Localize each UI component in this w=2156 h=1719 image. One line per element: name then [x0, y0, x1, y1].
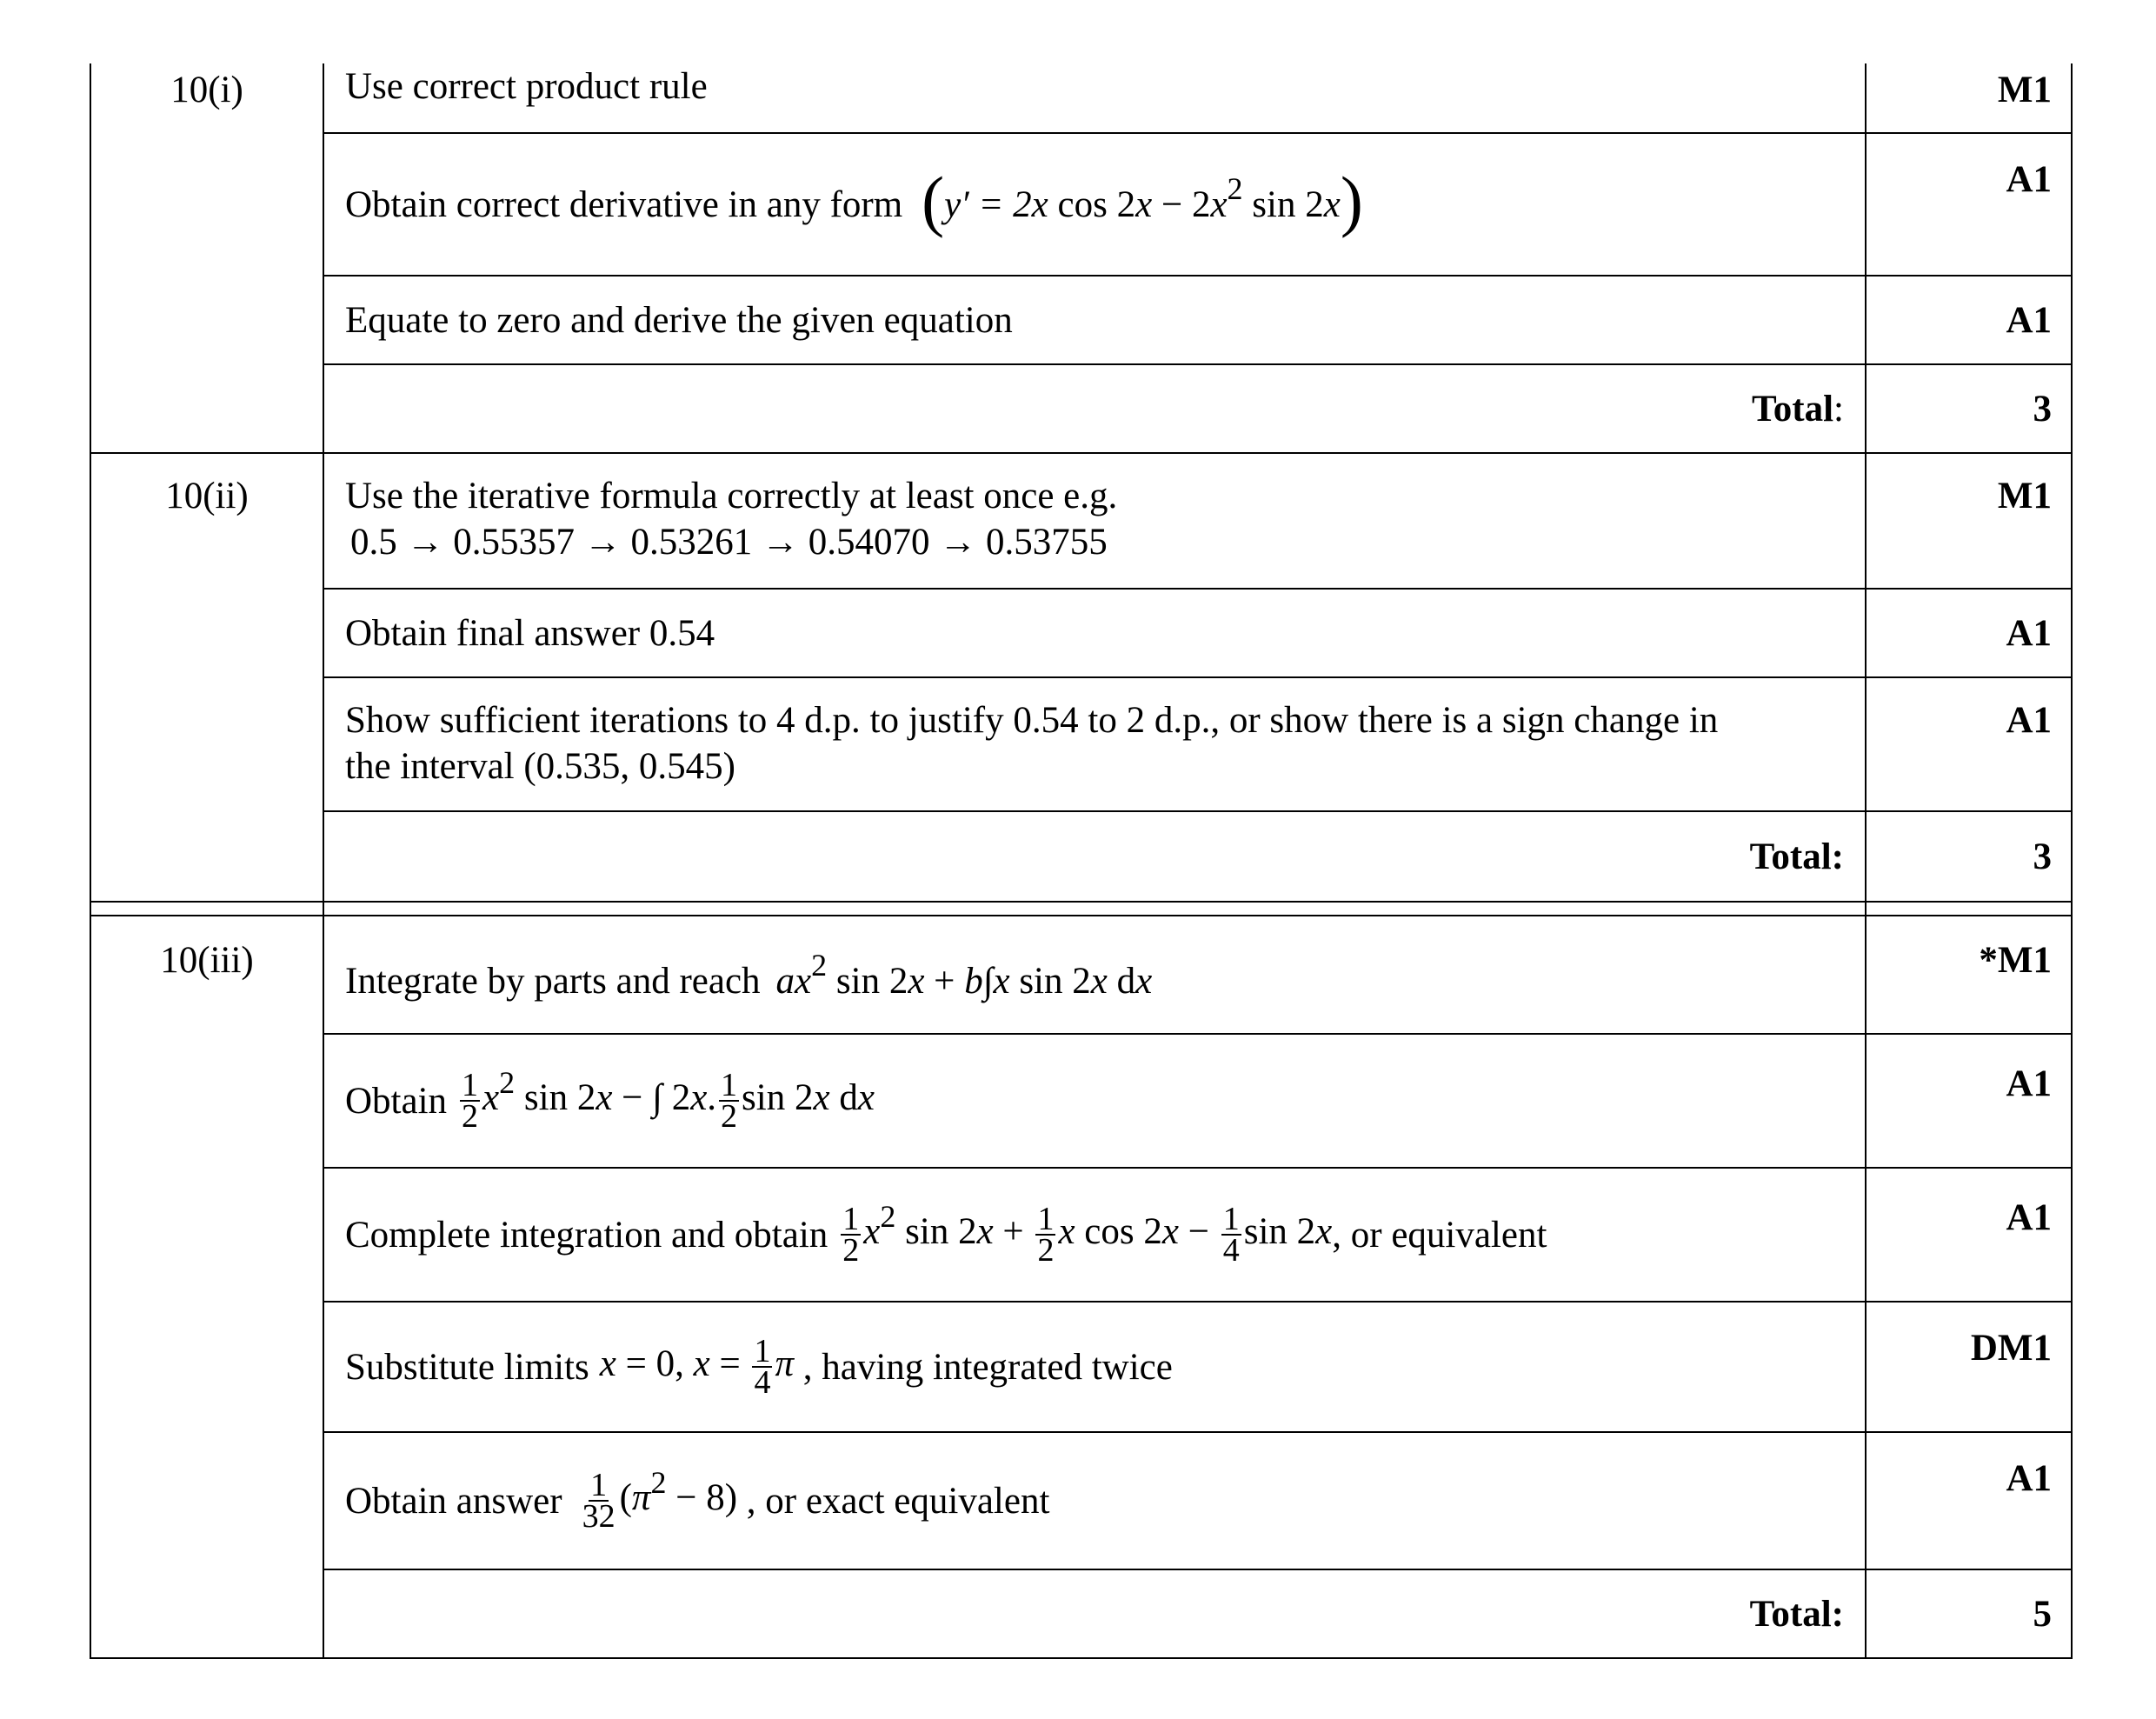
mark-code: M1 [1866, 453, 2072, 589]
table-row [90, 133, 2072, 276]
criterion-text [323, 1034, 1866, 1168]
section-separator [90, 902, 2072, 916]
criterion-text [323, 453, 1866, 589]
table-row [90, 1432, 2072, 1569]
criterion-label: Obtain [345, 1080, 448, 1122]
iteration-sequence: 0.5 → 0.55357 → 0.53261 → 0.54070 → 0.53755 [350, 522, 1108, 563]
criterion-label: Equate to zero and derive the given equation [345, 299, 1013, 341]
question-number: 10(ii) [90, 453, 323, 902]
criterion-text [323, 63, 1866, 133]
criterion-label: Obtain correct derivative in any form [345, 183, 903, 225]
table-row [90, 589, 2072, 677]
total-value: 5 [1866, 1569, 2072, 1658]
table-row [90, 1034, 2072, 1168]
criterion-label: Complete integration and obtain [345, 1214, 828, 1256]
antiderivative-expression: $\frac{1}{2}$ $x^2$ sin 2x + $\frac{1}{2}$ x cos 2x − $\frac{1}{4}$ sin 2x [842, 1198, 1333, 1269]
criterion-label: Show sufficient iterations to 4 d.p. to justify 0.54 to 2 d.p., or show there is a sign change in [345, 700, 1719, 741]
criterion-text [323, 133, 1866, 276]
criterion-suffix: , or equivalent [1332, 1214, 1547, 1256]
table-row [90, 916, 2072, 1034]
criterion-text [323, 1168, 1866, 1302]
mark-code: A1 [1866, 1034, 2072, 1168]
integral-expression: $ax^2$ sin 2x + b∫x sin 2x dx [775, 948, 1153, 1002]
total-row [90, 364, 2072, 453]
mark-code: M1 [1866, 63, 2072, 133]
criterion-label: Integrate by parts and reach [345, 960, 761, 1002]
mark-scheme-table [90, 63, 2073, 1659]
total-value: 3 [1866, 811, 2072, 902]
criterion-label: Substitute limits [345, 1346, 589, 1388]
integral-expression: $\frac{1}{2}$ $x^2$ sin 2x − ∫ 2x. $\frac{1}{2}$ sin 2x dx [462, 1064, 875, 1135]
criterion-label: Use correct product rule [345, 66, 708, 107]
table-row [90, 276, 2072, 364]
derivative-expression: (y′ = 2x $\cos 2x - 2x^2$ sin 2x) [922, 162, 1363, 238]
table-row [90, 1302, 2072, 1432]
mark-code: DM1 [1866, 1302, 2072, 1432]
total-row [90, 811, 2072, 902]
criterion-text [323, 1432, 1866, 1569]
criterion-label-continued: the interval (0.535, 0.545) [345, 746, 736, 787]
mark-code: A1 [1866, 276, 2072, 364]
criterion-label: Obtain answer [345, 1480, 562, 1522]
question-number: 10(i) [90, 63, 323, 453]
table-row [90, 63, 2072, 133]
criterion-text [323, 677, 1866, 811]
question-number: 10(iii) [90, 916, 323, 1658]
mark-code: A1 [1866, 1168, 2072, 1302]
table-row [90, 1168, 2072, 1302]
criterion-text [323, 916, 1866, 1034]
criterion-suffix: , having integrated twice [794, 1346, 1173, 1388]
criterion-label: Obtain final answer 0.54 [345, 612, 715, 654]
mark-code: A1 [1866, 1432, 2072, 1569]
criterion-text [323, 276, 1866, 364]
criterion-text [323, 589, 1866, 677]
total-label: Total: [323, 811, 1866, 902]
total-value: 3 [1866, 364, 2072, 453]
mark-code: A1 [1866, 133, 2072, 276]
total-label: Total: [323, 1569, 1866, 1658]
criterion-text [323, 1302, 1866, 1432]
total-row [90, 1569, 2072, 1658]
mark-code: A1 [1866, 677, 2072, 811]
limits-expression: x = 0, x = $\frac{1}{4}$ π [599, 1333, 795, 1401]
table-row [90, 453, 2072, 589]
mark-code: A1 [1866, 589, 2072, 677]
criterion-label: Use the iterative formula correctly at least once e.g. [345, 476, 1118, 516]
total-label: Total: [323, 364, 1866, 453]
criterion-suffix: , or exact equivalent [737, 1480, 1050, 1522]
table-row [90, 677, 2072, 811]
mark-code: *M1 [1866, 916, 2072, 1034]
answer-expression: $\frac{1}{32}$ $(\pi^2 - 8)$ [582, 1464, 738, 1535]
